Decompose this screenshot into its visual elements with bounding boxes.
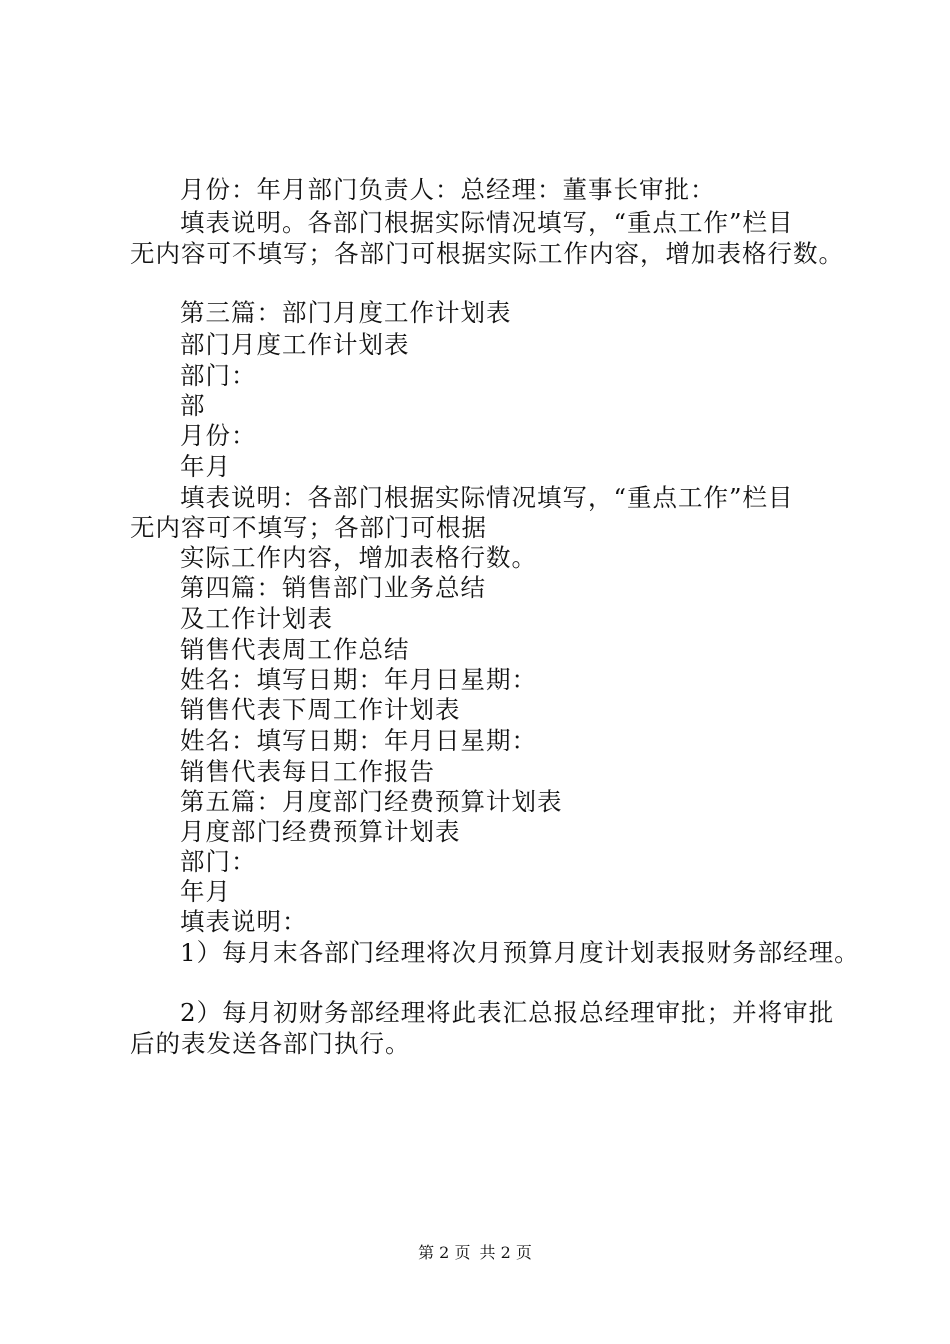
page-number: 第 2 页: [418, 1243, 471, 1262]
text-line: 销售代表周工作总结: [180, 635, 410, 664]
text-line: 部门月度工作计划表: [180, 330, 410, 359]
page-total: 共 2 页: [479, 1243, 532, 1262]
text-line: 姓名：填写日期：年月日星期：: [180, 726, 537, 755]
text-line: 无内容可不填写；各部门可根据实际工作内容，增加表格行数。: [130, 239, 844, 268]
section-heading: 第五篇：月度部门经费预算计划表: [180, 787, 563, 816]
text-line: 姓名：填写日期：年月日星期：: [180, 665, 537, 694]
section-heading: 第三篇：部门月度工作计划表: [180, 298, 512, 327]
text-line: 填表说明。各部门根据实际情况填写，“重点工作”栏目: [180, 208, 794, 237]
text-line: 后的表发送各部门执行。: [130, 1029, 411, 1058]
text-line: 无内容可不填写；各部门可根据: [130, 513, 487, 542]
text-line: 销售代表下周工作计划表: [180, 695, 461, 724]
text-line: 实际工作内容，增加表格行数。: [180, 543, 537, 572]
text-line: 销售代表每日工作报告: [180, 757, 435, 786]
text-line: 年月: [180, 877, 231, 906]
text-line: 1）每月末各部门经理将次月预算月度计划表报财务部经理。: [180, 938, 860, 967]
text-line: 及工作计划表: [180, 604, 333, 633]
text-line: 部门：: [180, 361, 257, 390]
text-line: 月份：: [180, 421, 257, 450]
text-line: 填表说明：: [180, 907, 308, 936]
text-line: 部门：: [180, 847, 257, 876]
text-line: 2）每月初财务部经理将此表汇总报总经理审批；并将审批: [180, 998, 835, 1027]
page-footer: [0, 1243, 950, 1263]
text-line: 部: [180, 391, 206, 420]
text-line: 填表说明：各部门根据实际情况填写，“重点工作”栏目: [180, 483, 794, 512]
text-line: 年月: [180, 452, 231, 481]
text-line: 月份：年月部门负责人：总经理：董事长审批：: [180, 175, 716, 204]
text-line: 月度部门经费预算计划表: [180, 817, 461, 846]
section-heading: 第四篇：销售部门业务总结: [180, 573, 486, 602]
